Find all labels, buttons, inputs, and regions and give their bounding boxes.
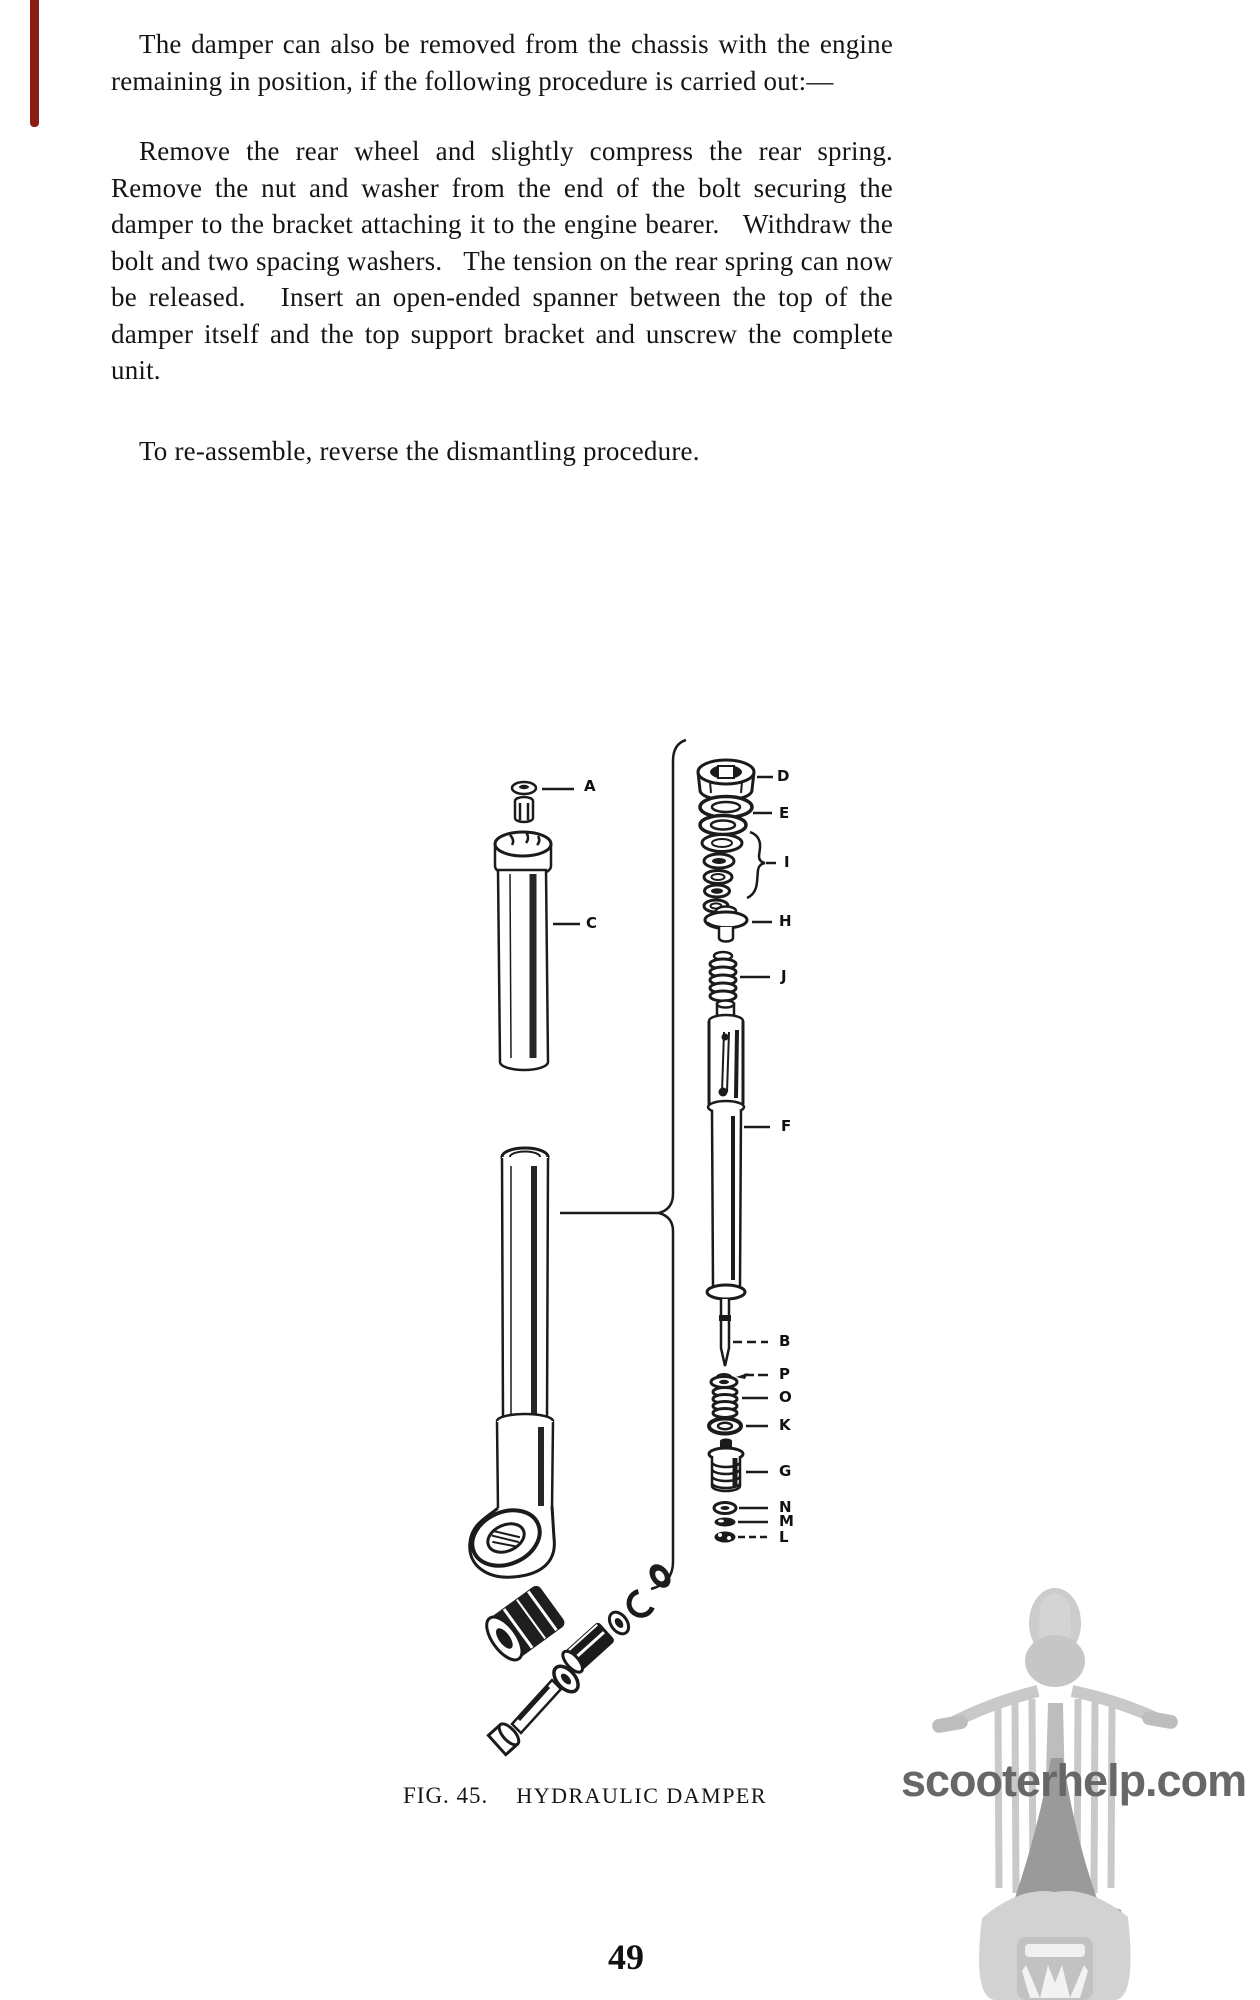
part-e-seal-washers <box>700 797 752 835</box>
paragraph-reassemble: To re-assemble, reverse the dismantling procedure. <box>139 435 700 466</box>
part-label-g: G <box>779 1462 792 1480</box>
figure-brace <box>651 740 686 1589</box>
damper-exploded-diagram <box>320 580 880 1760</box>
part-rubber-bush <box>480 1584 567 1666</box>
part-n-washer <box>714 1503 736 1514</box>
part-label-c: C <box>586 914 598 932</box>
part-l-nut <box>715 1532 736 1543</box>
part-label-h: H <box>779 912 792 930</box>
part-label-e: E <box>779 804 790 822</box>
figure-number: FIG. 45. <box>403 1783 489 1808</box>
part-label-n: N <box>779 1498 792 1516</box>
part-label-d: D <box>777 767 790 785</box>
part-k-washer <box>709 1419 741 1434</box>
part-m-washer <box>715 1518 736 1527</box>
part-label-j: J <box>781 967 787 985</box>
bracket-i <box>747 832 765 898</box>
part-label-b: B <box>779 1332 791 1350</box>
paragraph-intro: The damper can also be removed from the chassis with the engine remaining in position, if the following procedure is carried out:— <box>111 29 900 96</box>
part-label-m: M <box>779 1512 794 1530</box>
part-d-gland-nut <box>698 760 754 800</box>
figure-title: HYDRAULIC DAMPER <box>516 1783 768 1808</box>
figure-caption <box>403 1783 767 1809</box>
part-i-ring-stack <box>702 835 742 913</box>
part-p-valve-washer <box>711 1374 737 1388</box>
part-label-a: A <box>584 777 596 795</box>
part-securing-bolt <box>488 1680 561 1755</box>
part-j-valve-spring <box>710 952 736 1001</box>
watermark-text: scooterhelp.com <box>901 1755 1247 1806</box>
part-label-o: O <box>779 1388 792 1406</box>
figure-hydraulic-damper <box>320 580 880 1760</box>
page-number: 49 <box>608 1937 644 1977</box>
part-label-p: P <box>779 1365 790 1383</box>
body-text <box>111 26 907 469</box>
part-damper-body <box>463 1148 554 1577</box>
part-label-f: F <box>781 1117 792 1135</box>
part-a-filler-cap <box>512 782 536 822</box>
part-c-dust-tube <box>495 832 551 1070</box>
part-circlip <box>624 1590 653 1620</box>
part-label-k: K <box>779 1416 791 1434</box>
paragraph-procedure: Remove the rear wheel and slightly compress the rear spring. Remove the nut and washer from the end of the bolt securing the damper to the bracket attaching it to the engine bearer. Withdraw the bolt and two spacing washers. The tension on the rear spring can now be released. Insert an open-ended spanner between the top of the damper itself and the top support bracket and unscrew the complete unit. <box>111 136 907 385</box>
red-bookmark-ribbon <box>30 0 39 127</box>
part-label-l: L <box>779 1528 789 1546</box>
part-f-piston-rod <box>707 1001 745 1367</box>
part-g-foot-valve <box>709 1439 743 1492</box>
part-o-rebound-spring <box>713 1388 737 1418</box>
part-label-i: I <box>784 853 790 871</box>
part-small-washer <box>605 1609 632 1638</box>
